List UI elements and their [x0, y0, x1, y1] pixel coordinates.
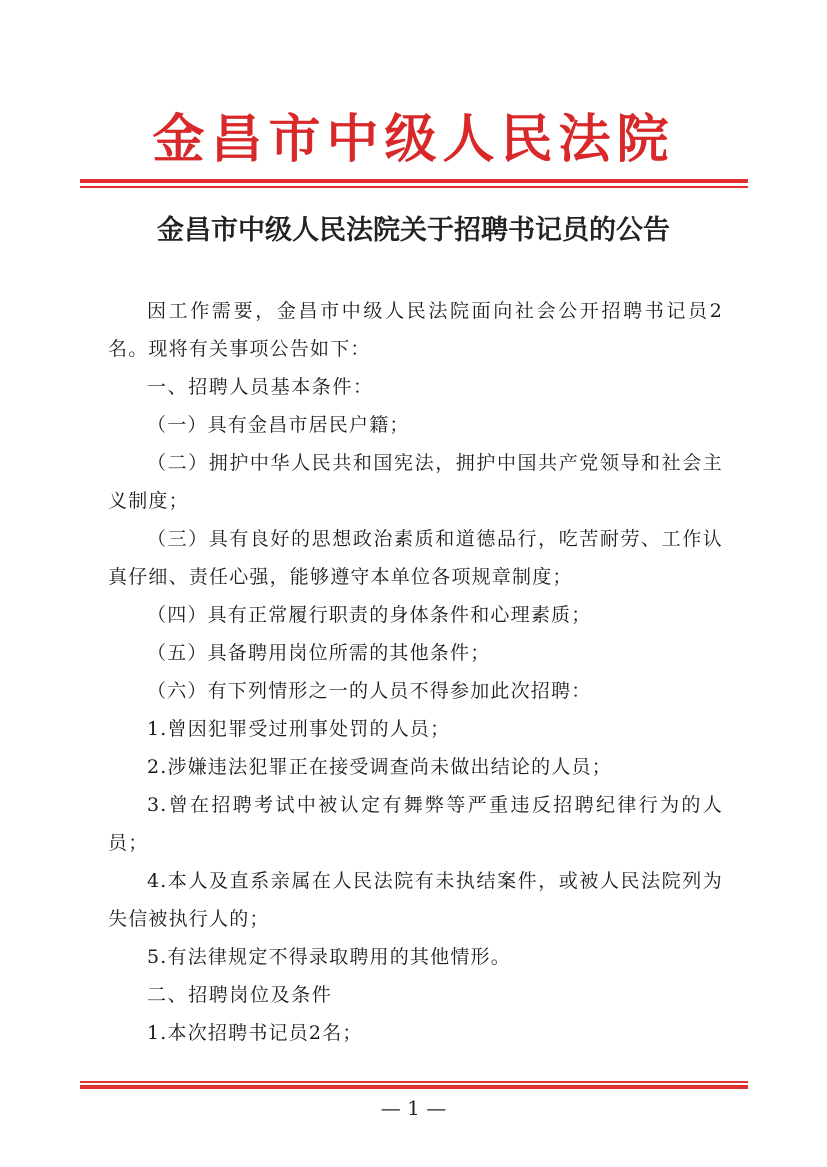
section-heading-1: 一、招聘人员基本条件： — [147, 376, 374, 398]
exclusion-item-1: 1.曾因犯罪受过刑事处罚的人员； — [147, 718, 451, 740]
footer-rule-thin — [80, 1081, 748, 1083]
position-item-1: 1.本次招聘书记员2名； — [147, 1022, 363, 1044]
announcement-body — [108, 292, 723, 1052]
masthead-rule-thin — [80, 186, 748, 188]
condition-item-4: （四）具有正常履行职责的身体条件和心理素质； — [147, 604, 592, 626]
condition-item-3: （三）具有良好的思想政治素质和道德品行，吃苦耐劳、工作认真仔细、责任心强，能够遵守本单位各项规章制度； — [108, 528, 723, 588]
section-heading-2: 二、招聘岗位及条件 — [147, 984, 333, 1006]
exclusion-item-3: 3.曾在招聘考试中被认定有舞弊等严重违反招聘纪律行为的人员； — [108, 794, 723, 854]
condition-item-5: （五）具备聘用岗位所需的其他条件； — [147, 642, 491, 664]
announcement-title: 金昌市中级人民法院关于招聘书记员的公告 — [157, 215, 670, 246]
exclusion-item-2: 2.涉嫌违法犯罪正在接受调查尚未做出结论的人员； — [147, 756, 612, 778]
footer-rule-thick — [80, 1085, 748, 1089]
condition-item-6: （六）有下列情形之一的人员不得参加此次招聘： — [147, 680, 592, 702]
condition-item-1: （一）具有金昌市居民户籍； — [147, 414, 410, 436]
page-number: — 1 — — [380, 1096, 447, 1120]
exclusion-item-4: 4.本人及直系亲属在人民法院有未执结案件，或被人民法院列为失信被执行人的； — [108, 870, 723, 930]
masthead-title: 金昌市中级人民法院 — [152, 109, 675, 170]
masthead-rule-thick — [80, 179, 748, 183]
exclusion-item-5: 5.有法律规定不得录取聘用的其他情形。 — [147, 946, 511, 968]
intro-paragraph: 因工作需要，金昌市中级人民法院面向社会公开招聘书记员2名。现将有关事项公告如下： — [108, 300, 723, 360]
condition-item-2: （二）拥护中华人民共和国宪法，拥护中国共产党领导和社会主义制度； — [108, 452, 723, 512]
